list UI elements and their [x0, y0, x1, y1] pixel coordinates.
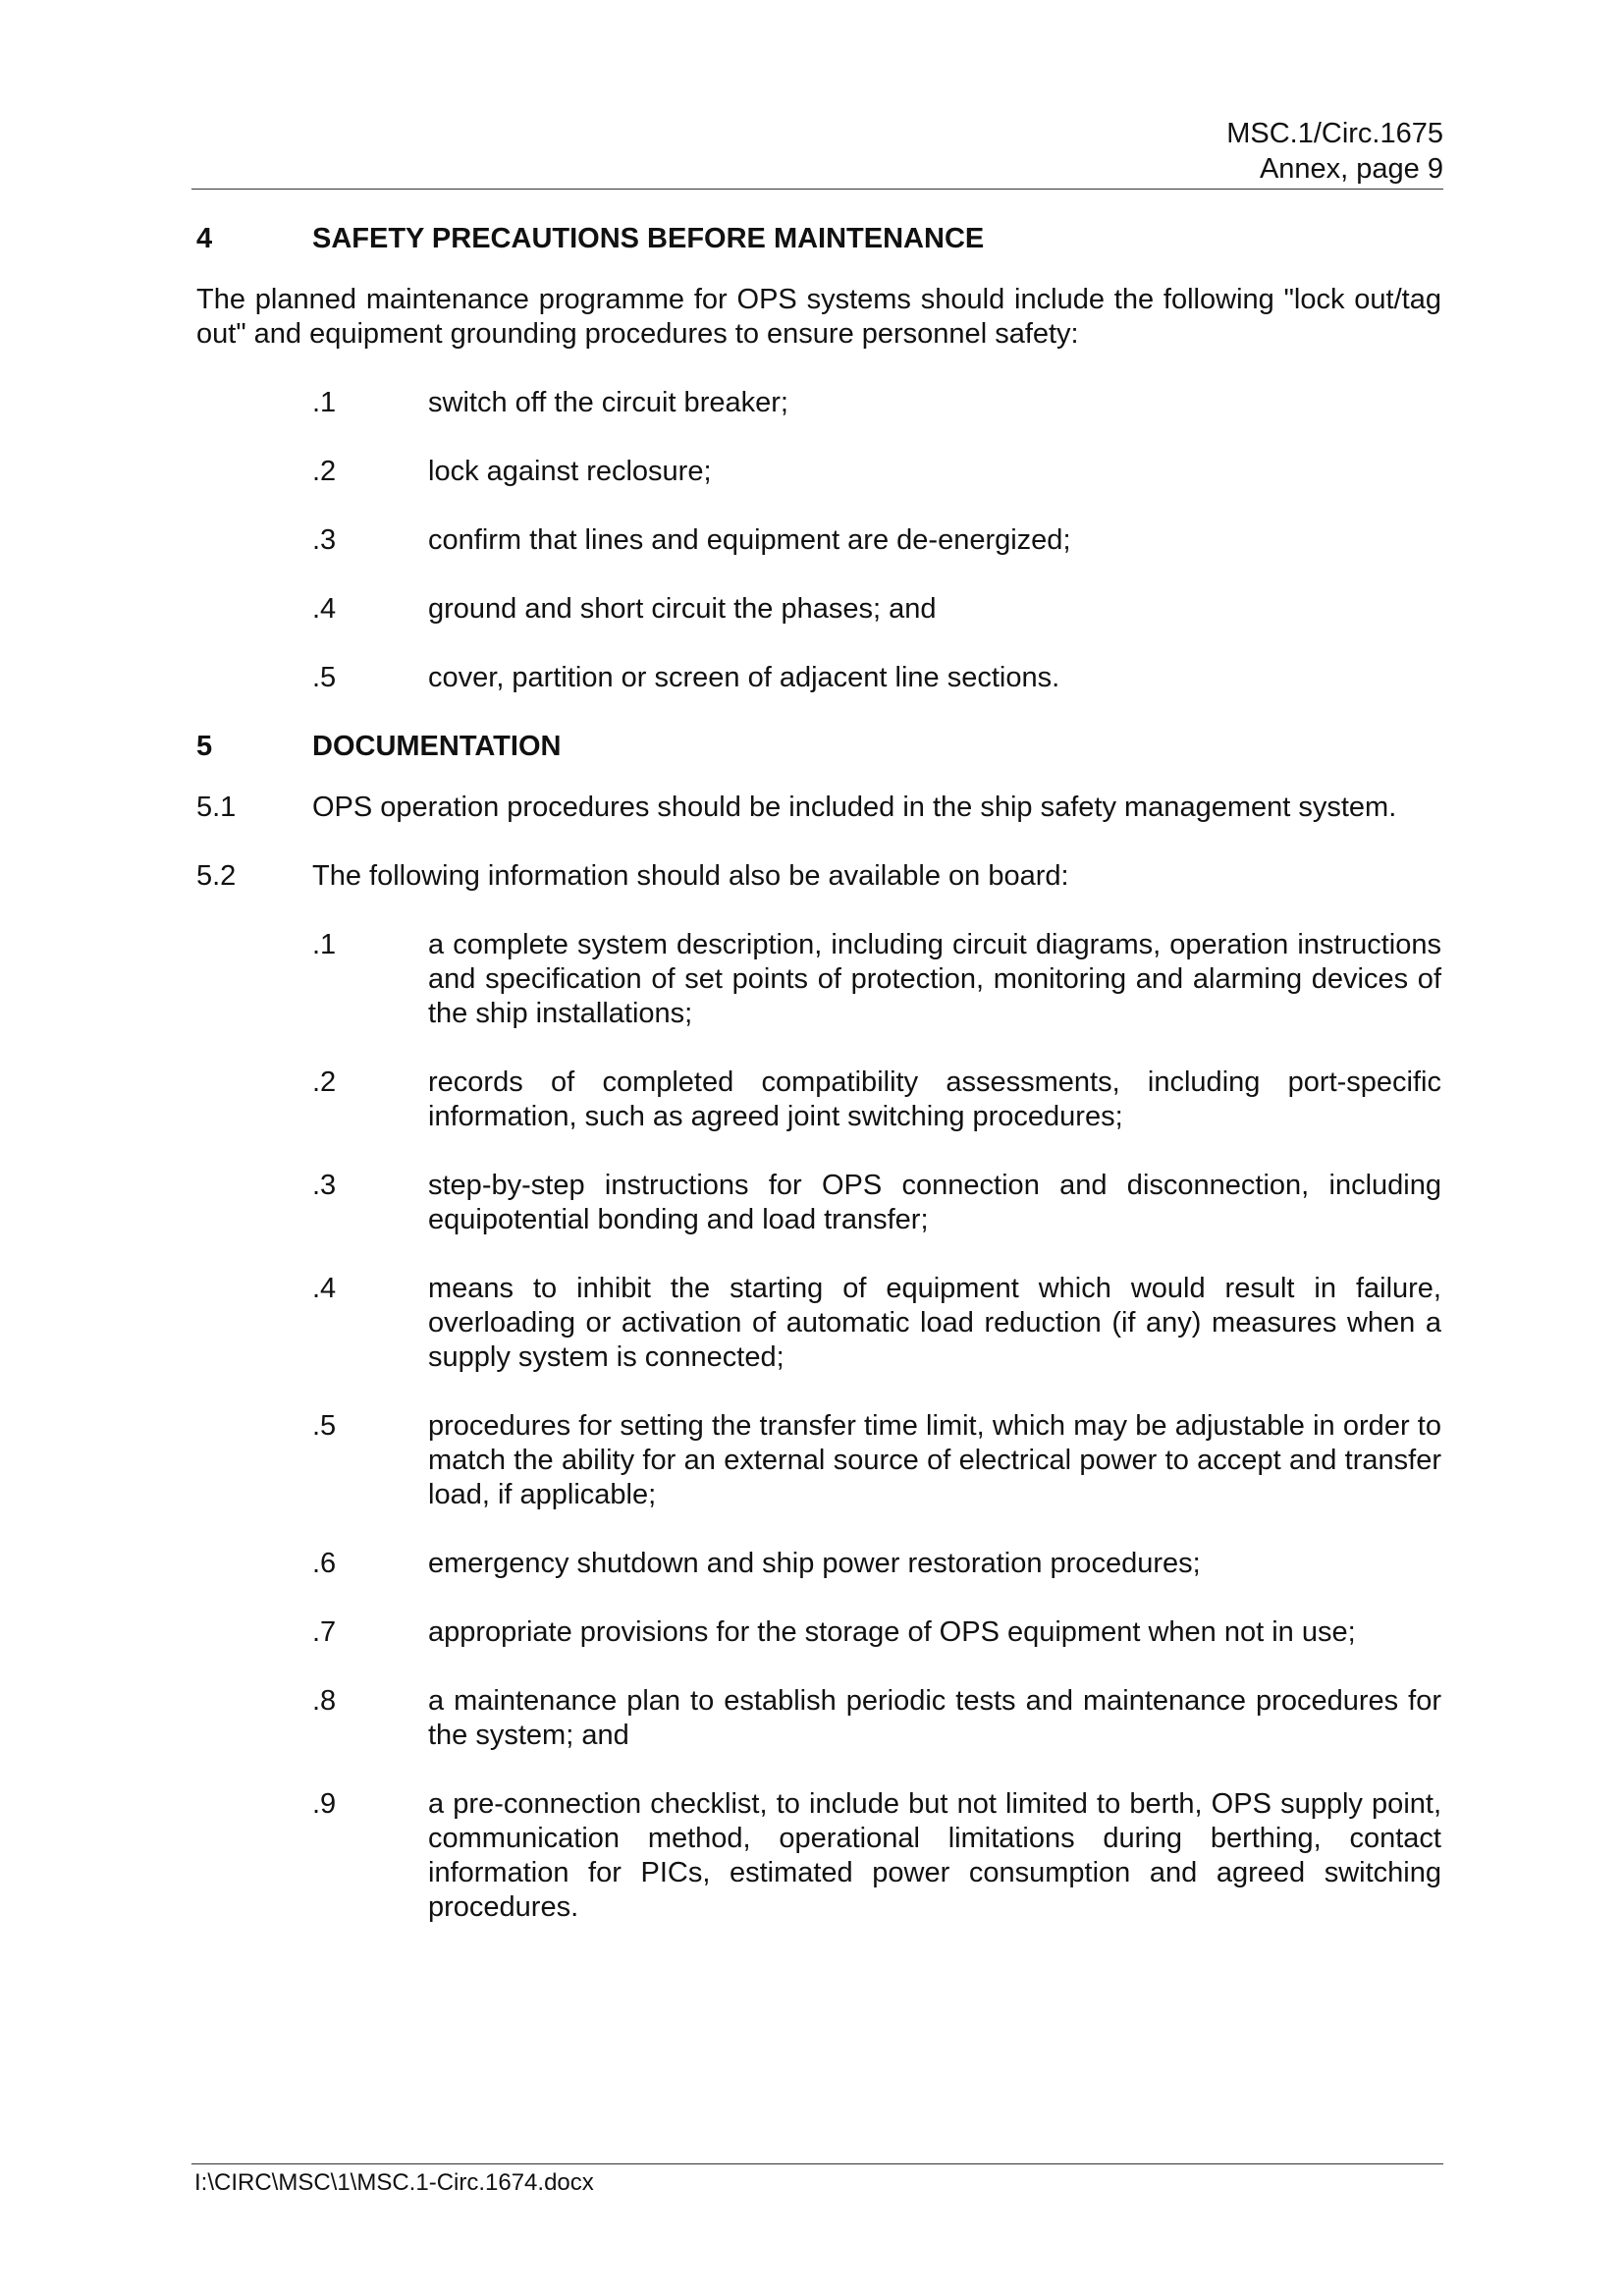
item-text: switch off the circuit breaker; — [428, 387, 788, 418]
list-item — [312, 523, 1441, 558]
item-text: cover, partition or screen of adjacent line sections. — [428, 662, 1060, 693]
item-text: means to inhibit the starting of equipment which would result in failure, overloading or activation of automatic load reduction (if any) measures when a supply system is connected; — [428, 1273, 1441, 1373]
list-item — [312, 455, 1441, 489]
section-number: 4 — [196, 223, 213, 254]
footer-divider — [191, 2163, 1443, 2164]
item-text: records of completed compatibility assessments, including port-specific information, such as agreed joint switching procedures; — [428, 1066, 1441, 1132]
list-item — [312, 1272, 1441, 1375]
list-item — [312, 661, 1441, 695]
item-text: a maintenance plan to establish periodic tests and maintenance procedures for the system; and — [428, 1685, 1441, 1751]
item-number: .2 — [312, 456, 337, 487]
item-text: procedures for setting the transfer time limit, which may be adjustable in order to match the ability for an external source of electrical power to accept and transfer load, if applicable; — [428, 1410, 1441, 1510]
page-header — [191, 116, 1443, 187]
document-body — [196, 222, 1441, 1959]
paragraph-number: 5.2 — [196, 860, 237, 892]
item-number: .7 — [312, 1616, 337, 1648]
item-number: .1 — [312, 387, 337, 418]
paragraph-5-1 — [196, 791, 1441, 825]
list-item — [312, 1066, 1441, 1134]
item-text: emergency shutdown and ship power restoration procedures; — [428, 1548, 1201, 1579]
doc-reference: MSC.1/Circ.1675 — [1226, 118, 1443, 149]
section-title: DOCUMENTATION — [312, 731, 562, 762]
footer-file-path: I:\CIRC\MSC\1\MSC.1-Circ.1674.docx — [194, 2169, 594, 2196]
list-item — [312, 1684, 1441, 1753]
item-text: a pre-connection checklist, to include but not limited to berth, OPS supply point, communication method, operational limitations during berthing, contact information for PICs, estimated power consumption and agreed switching procedures. — [428, 1788, 1441, 1923]
list-item — [312, 1787, 1441, 1925]
item-number: .4 — [312, 1273, 337, 1304]
item-text: a complete system description, including circuit diagrams, operation instructions and specification of set points of protection, monitoring and alarming devices of the ship installations; — [428, 929, 1441, 1029]
item-text: step-by-step instructions for OPS connection and disconnection, including equipotential bonding and load transfer; — [428, 1170, 1441, 1235]
item-number: .1 — [312, 929, 337, 960]
list-item — [312, 1615, 1441, 1650]
item-number: .5 — [312, 1410, 337, 1442]
paragraph-number: 5.1 — [196, 792, 237, 823]
list-item — [312, 1169, 1441, 1237]
list-item — [312, 1547, 1441, 1581]
list-item — [312, 1409, 1441, 1512]
item-number: .5 — [312, 662, 337, 693]
item-number: .6 — [312, 1548, 337, 1579]
item-number: .9 — [312, 1788, 337, 1820]
list-item — [312, 592, 1441, 627]
item-number: .2 — [312, 1066, 337, 1098]
section-5-heading — [196, 730, 1441, 764]
item-text: appropriate provisions for the storage of OPS equipment when not in use; — [428, 1616, 1356, 1648]
header-divider — [191, 189, 1443, 190]
paragraph-text: OPS operation procedures should be included in the ship safety management system. — [312, 792, 1397, 823]
list-item — [312, 928, 1441, 1031]
section-4-intro: The planned maintenance programme for OPS systems should include the following "lock out/tag out" and equipment grounding procedures to ensure personnel safety: — [196, 284, 1441, 350]
section-4-heading — [196, 222, 1441, 256]
list-item — [312, 386, 1441, 420]
item-number: .3 — [312, 1170, 337, 1201]
item-text: ground and short circuit the phases; and — [428, 593, 937, 625]
section-number: 5 — [196, 731, 213, 762]
item-number: .4 — [312, 593, 337, 625]
item-number: .3 — [312, 524, 337, 556]
paragraph-5-2 — [196, 859, 1441, 894]
section-title: SAFETY PRECAUTIONS BEFORE MAINTENANCE — [312, 223, 985, 254]
paragraph-text: The following information should also be available on board: — [312, 860, 1069, 892]
item-text: lock against reclosure; — [428, 456, 712, 487]
item-number: .8 — [312, 1685, 337, 1717]
page-number-label: Annex, page 9 — [1259, 153, 1443, 185]
item-text: confirm that lines and equipment are de-energized; — [428, 524, 1071, 556]
